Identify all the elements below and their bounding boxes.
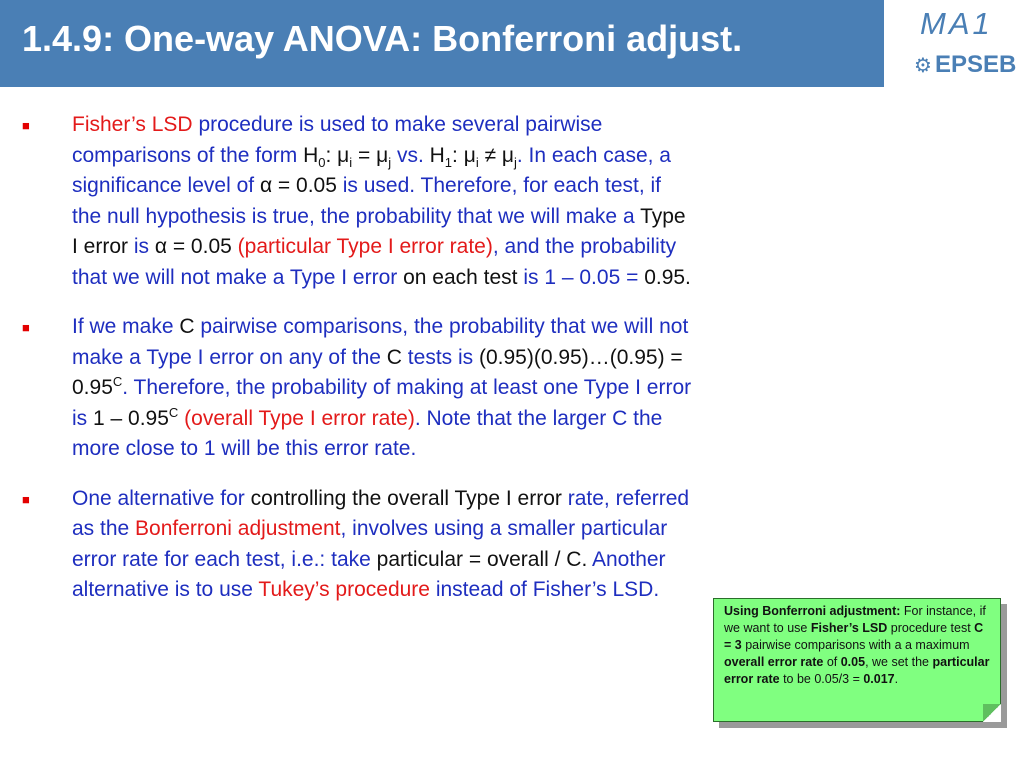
text-span: 0.05 — [840, 655, 866, 669]
text-span: procedure test — [887, 621, 975, 635]
text-span: Bonferroni adjustment — [135, 517, 341, 540]
text-span: vs. — [391, 143, 430, 167]
text-span: overall error rate — [724, 655, 824, 669]
text-span: pairwise comparisons with a a maximum — [741, 638, 970, 652]
logo-ma1-text: MA1 — [920, 6, 993, 41]
text-span: particular = overall / C. — [376, 547, 588, 571]
superscript: C — [112, 374, 123, 389]
text-span: One alternative for — [72, 486, 251, 510]
logo-epseb — [914, 51, 1016, 79]
bonferroni-note-callout — [713, 598, 1001, 722]
subscript: 0 — [318, 154, 326, 170]
logo — [884, 0, 1024, 87]
text-span: : μ — [452, 143, 476, 167]
text-span: (particular Type I error rate) — [237, 235, 493, 258]
text-span: is used. Therefore, for each test, if the null hypothesis is true, the probability that we will make a — [72, 174, 661, 228]
text-span: pairwise comparisons, the probability that we will not make a Type I error on any of the — [72, 315, 689, 369]
square-bullet-icon: ■ — [22, 320, 30, 335]
text-span: (overall Type I error rate) — [184, 406, 415, 430]
text-span: = μ — [352, 143, 389, 167]
text-span: 0.95. — [644, 265, 691, 289]
text-span: ≠ μ — [478, 143, 514, 167]
text-span: particular error rate — [724, 655, 990, 686]
folded-corner — [983, 704, 1001, 722]
text-span: rate, referred as the — [72, 486, 690, 540]
subscript: j — [388, 154, 392, 170]
logo-epseb-text: EPSEB — [934, 51, 1017, 78]
title-bar — [0, 0, 884, 87]
text-span: Fisher’s LSD — [810, 621, 888, 635]
text-span: is — [128, 235, 155, 258]
text-span: , we set the — [865, 655, 933, 669]
slide-title: 1.4.9: One-way ANOVA: Bonferroni adjust. — [22, 18, 743, 59]
text-span: is 1 – 0.05 = — [517, 265, 645, 289]
text-span: C — [179, 315, 195, 338]
gear-logo-icon: ⚙ — [914, 55, 932, 77]
text-span: to be 0.05/3 = — [779, 672, 864, 686]
text-span: C = 3 — [724, 621, 984, 652]
text-span: , involves using a smaller particular error rate for each test, i.e.: take — [72, 517, 668, 571]
text-span: . — [894, 672, 899, 686]
superscript: C — [168, 404, 179, 420]
text-span: Fisher’s LSD — [72, 113, 193, 136]
text-span: of — [823, 655, 841, 669]
text-span: Type I error — [72, 204, 686, 258]
bullet-list — [22, 110, 694, 625]
text-span: on each test — [403, 265, 518, 289]
subscript: i — [349, 154, 353, 170]
subscript: 1 — [444, 154, 453, 170]
bullet-item-bonferroni — [22, 484, 694, 606]
subscript: i — [475, 154, 479, 170]
text-span: (0.95)(0.95)…(0.95) = 0.95 — [72, 345, 683, 399]
text-span: 0.017 — [863, 672, 895, 686]
subscript: j — [514, 154, 517, 170]
square-bullet-icon: ■ — [22, 491, 30, 507]
text-span: Tukey’s procedure — [258, 578, 430, 601]
text-span: If we make — [72, 315, 180, 338]
text-span: Another alternative is to use — [72, 547, 666, 601]
text-span: . Note that the larger C the more close to 1 will be this error rate. — [72, 406, 663, 460]
text-span: tests is — [401, 345, 479, 369]
text-span: C — [386, 345, 402, 369]
text-span: procedure is used to make several pairwise comparisons of the form — [72, 113, 603, 167]
text-span: controlling the overall Type I error — [250, 486, 562, 510]
text-span: . Therefore, the probability of making at least one Type I error is — [72, 376, 692, 430]
text-span: , and the probability that we will not make a Type I error — [72, 235, 677, 289]
text-span: : μ — [325, 143, 350, 167]
text-span: 1 – 0.95 — [93, 406, 169, 430]
bullet-item-c-comparisons — [22, 312, 694, 465]
text-span: instead of Fisher’s LSD. — [429, 578, 660, 601]
text-span: For instance, if we want to use — [724, 604, 986, 635]
square-bullet-icon: ■ — [22, 118, 30, 133]
bullet-item-fisher-lsd — [22, 110, 694, 293]
text-span: α = 0.05 — [259, 174, 337, 197]
text-span: . In each case, a significance level of — [72, 143, 671, 197]
text-span: H — [429, 143, 445, 167]
text-span: α = 0.05 — [154, 235, 232, 258]
text-span: H — [303, 143, 319, 167]
note-heading: Using Bonferroni adjustment: — [724, 604, 901, 618]
